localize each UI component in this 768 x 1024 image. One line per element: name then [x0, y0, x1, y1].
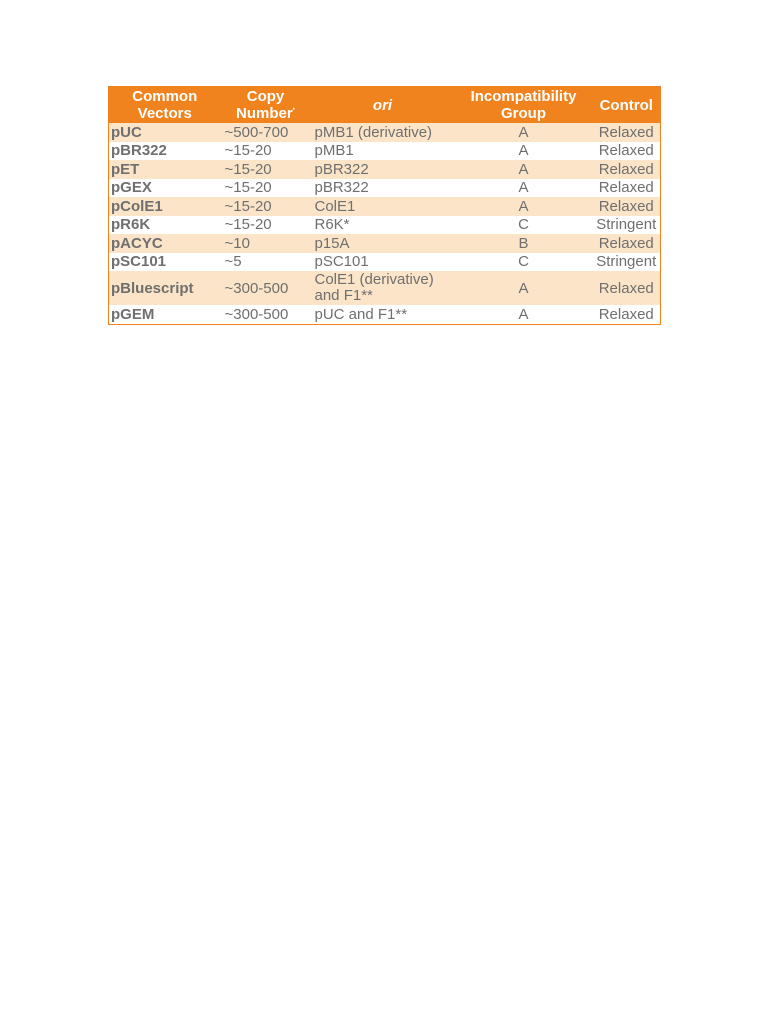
header-incompatibility-group	[455, 87, 593, 124]
table-body	[109, 123, 661, 324]
table-row	[109, 253, 661, 272]
cell-ori: p15A	[311, 234, 455, 253]
table-row	[109, 160, 661, 179]
table-row	[109, 123, 661, 142]
header-copy-number-line2: Number	[235, 105, 293, 122]
cell-vector: pGEM	[109, 305, 221, 324]
cell-group: A	[455, 197, 593, 216]
header-incompatibility-group-line2: Group	[501, 105, 546, 122]
cell-vector: pSC101	[109, 253, 221, 272]
header-common-vectors-line1: Common	[132, 88, 198, 105]
cell-ori: ColE1	[311, 197, 455, 216]
cell-control: Relaxed	[593, 197, 661, 216]
cell-copy-number: ~500-700	[221, 123, 311, 142]
cell-ori: ColE1 (derivative) and F1**	[311, 271, 455, 305]
cell-group: A	[455, 271, 593, 305]
cell-control: Relaxed	[593, 179, 661, 198]
header-incompatibility-group-line1: Incompatibility	[470, 88, 577, 105]
cell-vector: pColE1	[109, 197, 221, 216]
header-control: Control	[593, 87, 661, 124]
cell-control: Stringent	[593, 216, 661, 235]
cell-vector: pACYC	[109, 234, 221, 253]
table-row	[109, 271, 661, 305]
cell-control: Relaxed	[593, 142, 661, 161]
vectors-table	[108, 86, 661, 325]
header-ori: ori	[311, 87, 455, 124]
cell-vector: pGEX	[109, 179, 221, 198]
cell-control: Relaxed	[593, 160, 661, 179]
cell-group: A	[455, 179, 593, 198]
table-row	[109, 142, 661, 161]
cell-copy-number: ~300-500	[221, 305, 311, 324]
cell-group: C	[455, 253, 593, 272]
cell-copy-number: ~15-20	[221, 142, 311, 161]
cell-ori: pSC101	[311, 253, 455, 272]
cell-copy-number: ~15-20	[221, 160, 311, 179]
cell-group: B	[455, 234, 593, 253]
cell-control: Relaxed	[593, 271, 661, 305]
cell-ori: pMB1 (derivative)	[311, 123, 455, 142]
header-copy-number	[221, 87, 311, 124]
header-copy-number-line1: Copy	[246, 88, 285, 105]
cell-control: Stringent	[593, 253, 661, 272]
cell-vector: pBR322	[109, 142, 221, 161]
cell-ori: pMB1	[311, 142, 455, 161]
cell-copy-number: ~10	[221, 234, 311, 253]
cell-copy-number: ~15-20	[221, 179, 311, 198]
cell-ori: pUC and F1**	[311, 305, 455, 324]
cell-ori: R6K*	[311, 216, 455, 235]
table-row	[109, 179, 661, 198]
header-row	[109, 87, 661, 124]
cell-ori: pBR322	[311, 160, 455, 179]
table-row	[109, 216, 661, 235]
table-header	[109, 87, 661, 124]
cell-copy-number: ~300-500	[221, 271, 311, 305]
cell-copy-number: ~5	[221, 253, 311, 272]
cell-copy-number: ~15-20	[221, 197, 311, 216]
cell-control: Relaxed	[593, 123, 661, 142]
cell-group: A	[455, 305, 593, 324]
cell-vector: pBluescript	[109, 271, 221, 305]
cell-vector: pET	[109, 160, 221, 179]
cell-group: A	[455, 123, 593, 142]
cell-control: Relaxed	[593, 234, 661, 253]
cell-control: Relaxed	[593, 305, 661, 324]
table-row	[109, 197, 661, 216]
header-copy-number-footnote-mark: *	[292, 108, 296, 114]
cell-copy-number: ~15-20	[221, 216, 311, 235]
cell-group: C	[455, 216, 593, 235]
table-row	[109, 234, 661, 253]
cell-vector: pUC	[109, 123, 221, 142]
table-row	[109, 305, 661, 324]
header-common-vectors-line2: Vectors	[137, 105, 192, 122]
cell-vector: pR6K	[109, 216, 221, 235]
cell-group: A	[455, 142, 593, 161]
cell-group: A	[455, 160, 593, 179]
cell-ori: pBR322	[311, 179, 455, 198]
header-common-vectors	[109, 87, 221, 124]
